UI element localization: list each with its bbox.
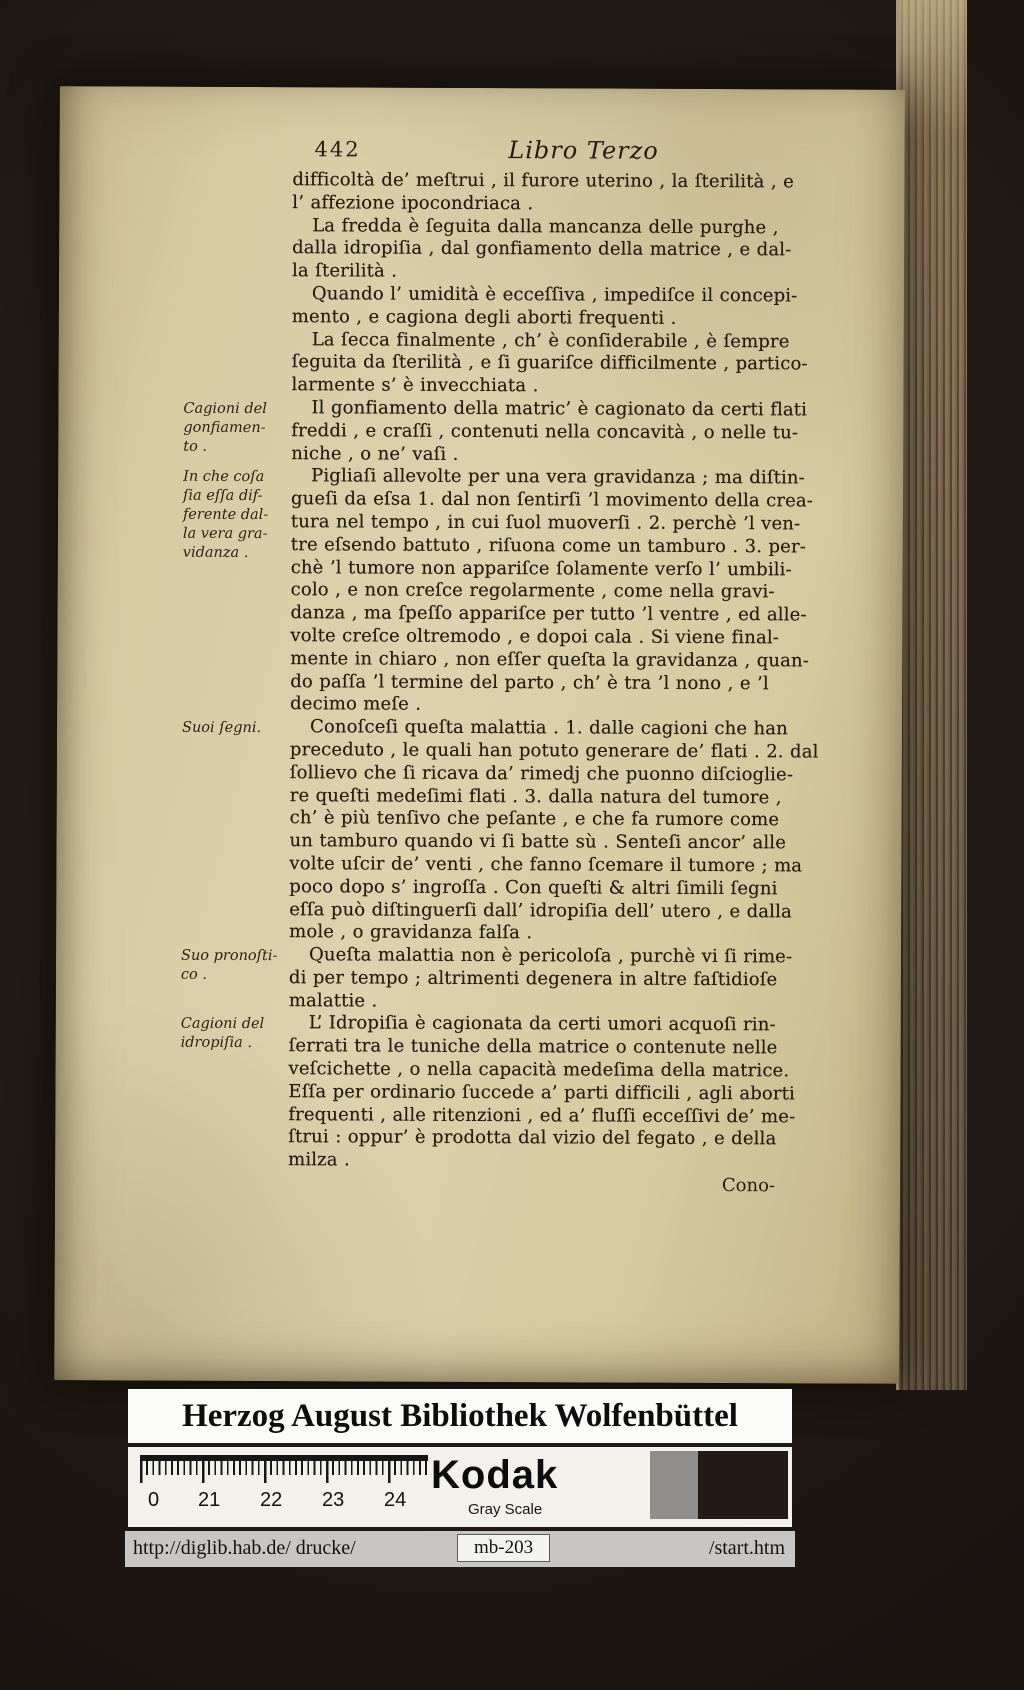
catchword: Cono- — [721, 1175, 776, 1197]
margin-note: Suoi ſegni. — [181, 719, 262, 737]
library-banner-title: Herzog August Bibliothek Wolfenbüttel — [182, 1397, 738, 1434]
text-row — [184, 214, 874, 285]
footer-path: /start.htm — [708, 1537, 785, 1559]
text-row — [181, 716, 872, 947]
margin-note: Cagioni del gonfiamen- to . — [183, 400, 267, 455]
body-paragraph: L’ Idropiſia è cagionata da certi umori acquoſi rin- ſerrati tra le tuniche della matrice o contenute nelle veſcichette , o nella capacità medeſima della matrice. Eſſa per ordinario ſuccede a’ parti difficili , agli aborti frequenti , alle ritenzioni , ed a’ fluſſi ecceſſivi de’ me- ſtrui : oppur’ è prodotta dal vizio del fegato , e della milza . — [288, 1012, 796, 1171]
running-title: Libro Terzo — [508, 136, 659, 165]
ruler-number: 0 — [148, 1489, 160, 1511]
text-row — [181, 944, 871, 1015]
kodak-logo: Kodak — [431, 1453, 559, 1497]
margin-note — [184, 214, 292, 217]
ruler-numbers — [140, 1489, 428, 1513]
body-paragraph: Il gonfiamento della matric’ è cagionato da certi flati freddi , e craſſi , contenuti nella concavità , o nelle tu- niche , o ne’ vaſi . — [291, 397, 808, 465]
body-paragraph: La fredda è ſeguita dalla mancanza delle purghe , dalla idropiſia , dal gonfiamento della matrice , e dal- la ſterilità . — [291, 214, 792, 282]
text-block — [180, 135, 875, 1198]
margin-note — [184, 283, 292, 286]
body-paragraph: Queſta malattia non è pericoloſa , purchè vi ſi rime- di per tempo ; altrimenti degenera in altre faſtidioſe malattie . — [288, 944, 793, 1012]
book-fore-edge — [896, 0, 967, 1390]
page-header — [292, 135, 874, 172]
ruler-number: 21 — [198, 1489, 221, 1511]
page-number: 442 — [314, 137, 361, 162]
gray-scale-label: Gray Scale — [468, 1501, 543, 1518]
margin-note — [184, 169, 292, 172]
text-row — [180, 1012, 871, 1175]
ruler-number: 23 — [322, 1489, 345, 1511]
ruler-number: 22 — [260, 1489, 283, 1511]
body-paragraph: La ſecca finalmente , ch’ è conſiderabile , è ſempre ſeguita da ſterilità , e ſi guariſce difficilmente , partico- larmente s’ è invecchiata . — [291, 328, 808, 397]
library-banner — [128, 1389, 792, 1443]
kodak-grayscale-strip — [128, 1447, 792, 1527]
ruler — [140, 1455, 428, 1513]
gray-patch — [650, 1451, 698, 1519]
body-paragraph: Quando l’ umidità è ecceſſiva , impediſce il concepi- mento , e cagiona degli aborti frequenti . — [291, 283, 798, 329]
body-paragraph: difficoltà de’ meſtrui , il furore uterino , la ſterilità , e l’ affezione ipocondriaca . — [292, 169, 794, 215]
text-row — [184, 169, 874, 218]
footer-shelfmark: mb-203 — [457, 1534, 550, 1562]
body-paragraph: Pigliaſi allevolte per una vera gravidanza ; ma diſtin- gueſi da eſsa 1. dal non ſentirſi ’l movimento della crea- tura nel tempo , in cui ſuol muoverſi . 2. perchè ’l ven- tre eſsendo battuto , riſuona come un tamburo . 3. per- chè ’l tumore non appariſce ſolamente verſo l’ umbili- colo , e non creſce regolarmente , come nella gravi- danza , ma ſpeſſo appariſce per tutto ’l ventre , ed alle- volte creſce oltremodo , e dopoi cala . Si viene final- mente in chiaro , non eſſer queſta la gravidanza , quan- do paſſa ’l termine del parto , ch’ è tra ’l nono , e ’l decimo meſe . — [290, 465, 814, 716]
body-paragraph: Conoſceſi queſta malattia . 1. dalle cagioni che han preceduto , le quali han potuto generare de’ flati . 2. dal ſollievo che ſi ricava da’ rimedj che puonno diſcioglie- re queſti medeſimi flati . 3. dalla natura del tumore , ch’ è più tenſivo che peſante , e che fa rumore come un tamburo quando vi ſi batte sù . Senteſi ancor’ alle volte uſcir de’ venti , che fanno ſcemare il tumore ; ma poco dopo s’ ingroſſa . Con queſti & altri ſimili ſegni eſſa può diſtinguerſi dall’ idropiſia dell’ utero , e dalla mole , o gravidanza falſa . — [289, 716, 819, 944]
footer-base-url: http://diglib.hab.de/ drucke/ — [133, 1537, 356, 1559]
ruler-ticks — [140, 1461, 428, 1483]
footer-url-bar — [125, 1531, 795, 1567]
ruler-cm-ticks — [140, 1461, 428, 1483]
scanned-page — [54, 86, 905, 1384]
margin-note — [184, 328, 292, 331]
text-row — [183, 397, 873, 468]
margin-note: Cagioni del idropiſia . — [180, 1016, 265, 1052]
text-row — [182, 465, 873, 719]
margin-note: In che coſa ſia eſſa dif- ferente dal- la vera gra- vidanza . — [182, 469, 269, 562]
margin-note: Suo pronoſti- co . — [180, 947, 278, 983]
ruler-number: 24 — [384, 1489, 407, 1511]
dark-patch — [698, 1451, 788, 1519]
text-row — [183, 328, 873, 399]
text-row — [184, 283, 874, 332]
